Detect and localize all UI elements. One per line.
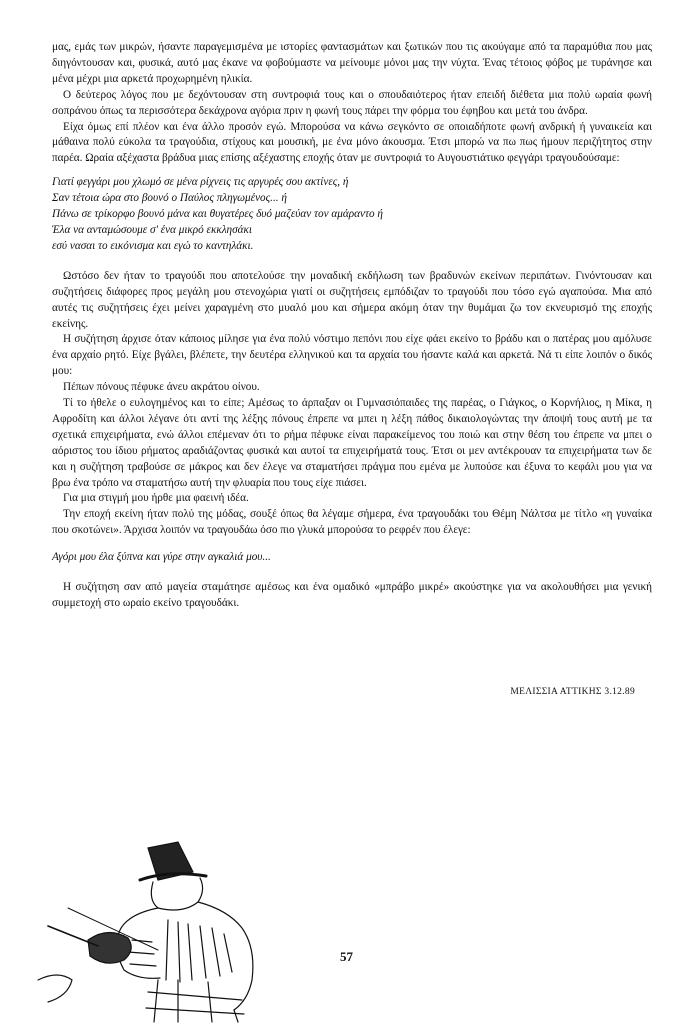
refrain-line: Αγόρι μου έλα ξύπνα και γύρε στην αγκαλιά μου... bbox=[52, 551, 271, 564]
paragraph: Ωστόσο δεν ήταν το τραγούδι που αποτελούσε την μοναδική εκδήλωση των βραδυνών εκείνων περιπάτων. Γινόντουσαν και συζητήσεις διάφορες προς μεγάλη μου στενοχώρια γιατί οι συζητήσεις εμπόδιζαν το τραγούδι που τόσο εγώ αγαπούσα. Μια από αυτές τις συζητήσεις έχει μείνει χαραγμένη στο μυαλό μου και σήμερα ακόμη όταν την θυμάμαι ζω τον εκνευρισμό της εποχής εκείνης. bbox=[52, 269, 652, 330]
quote-line: Πέπων πόνους πέφυκε άνευ ακράτου οίνου. bbox=[63, 381, 260, 394]
article-body bbox=[52, 40, 652, 612]
violinist-sketch-icon bbox=[28, 830, 278, 1024]
lyric-line: Σαν τέτοια ώρα στο βουνό ο Παύλος πληγωμένος... ή bbox=[52, 192, 287, 205]
paragraph: Την εποχή εκείνη ήταν πολύ της μόδας, σουξέ όπως θα λέγαμε σήμερα, ένα τραγουδάκι του Θέμη Νάλτσα με τίτλο «η γυναίκα που σκοτώνει». Άρχισα λοιπόν να τραγουδάω όσο πιο γλυκά μπορούσα το ρεφρέν που έλεγε: bbox=[52, 508, 652, 537]
paragraph: Τί το ήθελε ο ευλογημένος και το είπε; Αμέσως το άρπαξαν οι Γυμνασιόπαιδες της παρέας, ο Γιάγκος, ο Κορνήλιος, η Μίκα, η Αφροδίτη και άλλοι λέγανε ότι αντί της λέξης πόνους έπρεπε να μπει η λέξη πάθος δικαιολογώντας την άποψή τους αυτή με τα σχετικά επιχειρήματα, ενώ άλλοι επέμεναν ότι το ρήμα πέφυκε είναι παρακείμενος του ποιώ και στην θέση του έπρεπε να μπει ο αόριστος του ίδιου ρήματος αραδιάζοντας φυσικά και αυτοί τα επιχειρήματά τους. Έτσι οι μεν αντέκρουαν τα επιχειρήματα των δε και η συζήτηση τραβούσε σε μάκρος και δεν έλεγε να σταματήσει πράγμα που εμένα με λυπούσε και έξυνα το κεφάλι μου για να βρω ένα τρόπο να σταματήσω αυτή την φλυαρία που τους είχε πιάσει. bbox=[52, 397, 652, 489]
place-date-signature: ΜΕΛΙΣΣΙΑ ΑΤΤΙΚΗΣ 3.12.89 bbox=[510, 687, 635, 697]
lyric-line: εσύ νασαι το εικόνισμα και εγώ το καντηλάκι. bbox=[52, 239, 254, 252]
paragraph: Η συζήτηση σαν από μαγεία σταμάτησε αμέσως και ένα ομαδικό «μπράβο μικρέ» ακούστηκε για να ακολουθήσει μια γενική συμμετοχή στο ωραίο εκείνο τραγουδάκι. bbox=[52, 581, 652, 610]
paragraph: μας, εμάς των μικρών, ήσαντε παραγεμισμένα με ιστορίες φαντασμάτων και ξωτικών που τις ακούγαμε από τα παραμύθια που μας διηγόντουσαν και, φυσικά, αυτό μας έκανε να φοβούμαστε να μείνουμε μόνοι μας την νύχτα. Ένας τέτοιος φόβος με τυράνησε και μένα μέχρι μια αρκετά προχωρημένη ηλικία. bbox=[52, 41, 652, 85]
page-number: 57 bbox=[340, 949, 353, 964]
paragraph: Για μια στιγμή μου ήρθε μια φαεινή ιδέα. bbox=[63, 492, 249, 505]
song-lyrics bbox=[52, 175, 652, 255]
lyric-line: Πάνω σε τρίκορφο βουνό μάνα και θυγατέρες δυό μαζεύαν τον αμάραντο ή bbox=[52, 208, 383, 221]
lyric-line: Έλα να ανταμώσουμε σ' ένα μικρό εκκλησάκι bbox=[52, 223, 252, 236]
lyric-line: Γιατί φεγγάρι μου χλωμό σε μένα ρίχνεις τις αργυρές σου ακτίνες, ή bbox=[52, 176, 349, 189]
paragraph: Η συζήτηση άρχισε όταν κάποιος μίλησε για ένα πολύ νόστιμο πεπόνι που είχε φάει εκείνο το βράδυ και ο πατέρας μου αμόλυσε ένα αρχαίο ρητό. Είχε βγάλει, βλέπετε, την δευτέρα ελληνικού και τα αρχαία του ήσαντε καλά και αρκετά. Νά τι είπε λοιπόν ο δικός μου: bbox=[52, 333, 652, 378]
paragraph: Ο δεύτερος λόγος που με δεχόντουσαν στη συντροφιά τους και ο σπουδαιότερος ήταν επειδή διέθετα μια πολύ ωραία φωνή σοπράνου όπως τα περισσότερα δεκάχρονα αγόρια πριν η φωνή τους πάρει την φόρμα του έφηβου και μετά του άνδρα. bbox=[52, 88, 652, 117]
refrain bbox=[52, 550, 652, 566]
paragraph: Είχα όμως επί πλέον και ένα άλλο προσόν εγώ. Μπορούσα να κάνω σεγκόντο σε οποιαδήποτε φωνή ανδρική ή γυναικεία και μάθαινα πολύ εύκολα τα τραγούδια, στίχους και μουσική, με ένα μόνο άκουσμα. Έτσι μπορώ να πω πως ήμουν περιζήτητος στην παρέα. Ωραία αξέχαστα βράδυα μιας επίσης αξέχαστης εποχής όταν με συντροφιά το Αυγουστιάτικο φεγγάρι τραγουδούσαμε: bbox=[52, 120, 652, 165]
